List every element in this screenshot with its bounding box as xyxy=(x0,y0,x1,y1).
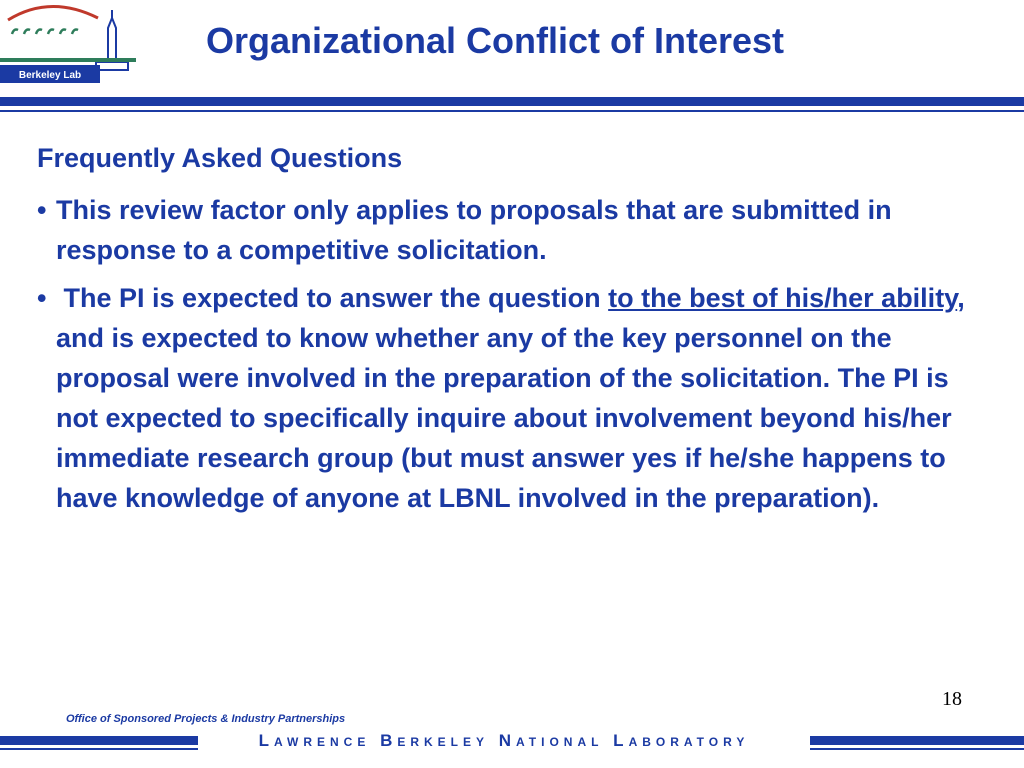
slide-content xyxy=(37,140,987,526)
footer-rule-thick-right xyxy=(810,736,1024,745)
footer-office-name: Office of Sponsored Projects & Industry Partnerships xyxy=(66,713,346,725)
bullet-dot-icon: • xyxy=(37,195,47,225)
slide-title: Organizational Conflict of Interest xyxy=(206,20,785,61)
faq-heading: Frequently Asked Questions xyxy=(37,143,403,173)
bullet-text: This review factor only applies to proposals that are submitted in response to a competitive solicitation. xyxy=(56,195,892,265)
header-rule-thick xyxy=(0,97,1024,106)
footer-rule-thick-left xyxy=(0,736,198,745)
bullet-item xyxy=(37,278,987,518)
footer-lab-name: Lawrence Berkeley National Laboratory xyxy=(198,730,810,752)
bullet-text-underlined: to the best of his/her ability xyxy=(608,283,958,313)
bullet-item xyxy=(37,190,987,270)
header-rule-thin xyxy=(0,110,1024,112)
bullet-dot-icon: • xyxy=(37,283,47,313)
bullet-text xyxy=(56,278,987,518)
logo-text: Berkeley Lab xyxy=(18,70,82,81)
berkeley-lab-logo xyxy=(0,0,140,90)
page-number: 18 xyxy=(942,688,962,710)
bullet-text-prefix: The PI is expected to answer the question xyxy=(56,283,609,313)
bullet-text-suffix: , and is expected to know whether any of the key personnel on the proposal were involved in the preparation of the solicitation. The PI is not expected to specifically inquire about involvement beyond his/her immediate research group (but must answer yes if he/she happens to have knowledge of anyone at LBNL involved in the preparation). xyxy=(56,283,965,513)
